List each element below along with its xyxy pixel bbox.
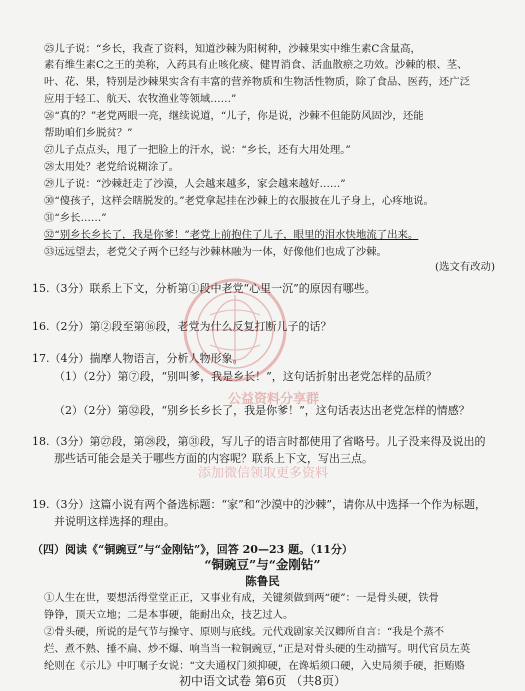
section-heading: （四）阅读《“铜豌豆”与“金刚钻”》，回答 20—23 题。（11分） — [32, 543, 353, 556]
story-line: 帮助咱们乡脱贫？” — [44, 127, 133, 139]
story-line: ㉝远远望去，老党父子两个已经与沙棘林融为一体，好像他们也成了沙棘。 — [44, 246, 387, 258]
story-line: ㉕儿子说：“乡长，我查了资料，知道沙棘为阳树种，沙棘果实中维生素C含量高， — [44, 43, 421, 55]
article-author: 陈鲁民 — [245, 574, 280, 588]
question-17-1: （1）（2分）第⑦段，“别叫爹，我是乡长！”，这句话折射出老党怎样的品质？ — [54, 370, 437, 383]
source-note: (选文有改动) — [434, 261, 495, 273]
question-18: 18.（3分）第㉗段，第㉘段，第㉛段，写儿子的语言时都使用了省略号。儿子没来得及说出的 — [32, 435, 486, 448]
question-16: 16.（2分）第②段至第⑯段，老党为什么反复打断儿子的话？ — [32, 320, 332, 333]
story-line: ㉚“傻孩子，这样会瞎脱发的。”老党拿起挂在沙棘上的衣服披在儿子身上，心疼地说。 — [44, 195, 434, 207]
question-19-cont: 并说明这样选择的理由。 — [54, 515, 175, 528]
article-line: 铮铮，顶天立地；二是本事硬，能耐出众，技艺过人。 — [44, 609, 294, 621]
story-line: 应用于轻工、航天、农牧渔业等领域……” — [44, 93, 237, 105]
question-17-2: （2）（2分）第㉜段，“别乡长乡长了，我是你爹！”，这句话表达出老党怎样的情感？ — [54, 404, 470, 417]
article-line: ①人生在世，要想活得堂堂正正，又事业有成，关键须做到两“硬”：一是骨头硬，铁骨 — [44, 592, 440, 604]
question-18-cont: 那些话可能会是关于哪些方面的内容呢？联系上下文，写出三点。 — [54, 452, 373, 465]
story-line: ㉗儿子点点头，甩了一把脸上的汗水，说：“乡长，还有大用处理。” — [44, 144, 351, 156]
story-line: ㉛“乡长……” — [44, 212, 107, 224]
story-line: ㉖“真的？”老党两眼一亮，继续说道，“儿子，你是说，沙棘不但能防风固沙，还能 — [44, 110, 424, 122]
article-title: “铜豌豆”与“金刚钻” — [204, 557, 321, 572]
story-line: ㉘太用处？老党给说糊涂了。 — [44, 161, 180, 173]
article-line: 纶则在《示儿》中叮嘱子女说：“文夫通权门须抑硬，在谗垢须口硬，入史局须手硬，拒贿赂 — [44, 660, 465, 672]
watermark-seal-icon — [180, 275, 290, 385]
question-15: 15.（3分）联系上下文，分析第①段中老党“心里一沉”的原因有哪些。 — [32, 282, 376, 295]
article-line: ②骨头硬，所说的是气节与操守、原则与底线。元代戏剧家关汉卿所自言：“我是个蒸不 — [44, 626, 445, 638]
question-17: 17.（4分）揣摩人物语言，分析人物形象。 — [32, 352, 244, 365]
watermark-line2: 添加微信领取更多资料 — [198, 466, 329, 481]
question-19: 19.（3分）这篇小说有两个备选标题：“家”和“沙漠中的沙棘”，请你从中选择一个作为标题， — [32, 498, 486, 511]
story-line: ㉙儿子说：“沙棘赶走了沙漠，人会越来越多，家会越来越好……” — [44, 178, 346, 190]
story-line-underlined: ㉜“别乡长乡长了，我是你爹！”老党上前抱住了儿子，眼里的泪水快地流了出来。 — [44, 229, 419, 241]
story-line: 素有维生素C之王的美称，入药具有止咳化痰、健胃消食、活血散瘀之功效。沙棘的根、茎、 — [44, 59, 468, 71]
page-footer: 初中语文试卷 第6页 （共8页） — [179, 674, 346, 688]
watermark-line1: 公益资料分享群 — [228, 392, 320, 407]
story-line: 叶、花、果，特别是沙棘果实含有丰富的营养物质和生物活性物质，除了食品、医药，还广泛 — [44, 76, 471, 88]
article-line: 烂、煮不熟、捶不扁、炒不爆、响当当一粒铜豌豆，”正是对骨头硬的生动描写。明代官员左英 — [44, 643, 471, 655]
